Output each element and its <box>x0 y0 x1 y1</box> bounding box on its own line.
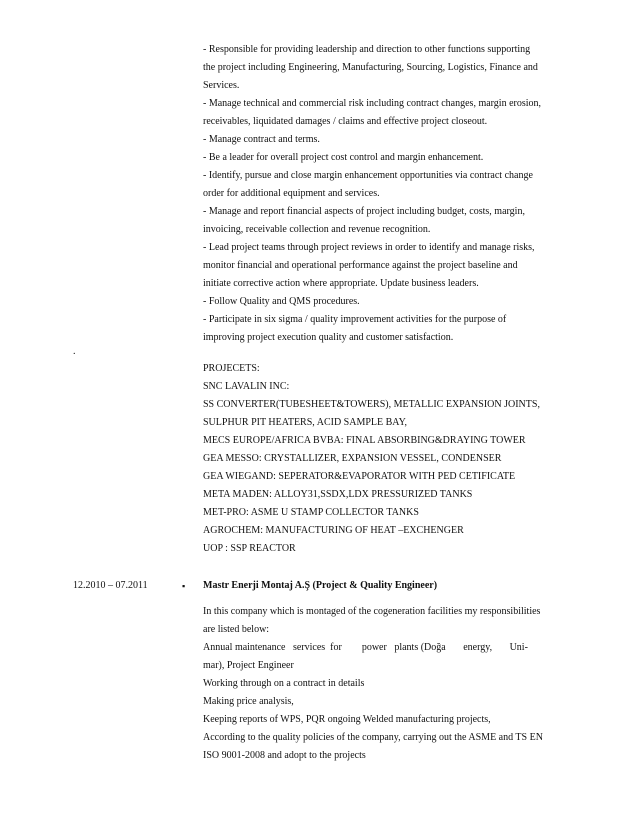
project-line: GEA WIEGAND: SEPERATOR&EVAPORATOR WITH PED CETIFICATE <box>203 471 516 482</box>
job-line: Keeping reports of WPS, PQR ongoing Welded manufacturing projects, <box>203 714 491 725</box>
responsibility-line: - Responsible for providing leadership and direction to other functions supporting <box>203 44 531 55</box>
project-line: META MADEN: ALLOY31,SSDX,LDX PRESSURIZED TANKS <box>203 489 473 500</box>
responsibility-line: - Follow Quality and QMS procedures. <box>203 296 360 307</box>
responsibility-line: invoicing, receivable collection and revenue recognition. <box>203 224 431 235</box>
job-line: Making price analysis, <box>203 696 294 707</box>
responsibility-line: monitor financial and operational performance against the project baseline and <box>203 260 518 271</box>
job-company-title: Mastr Enerji Montaj A.Ş (Project & Quality Engineer) <box>203 580 438 591</box>
project-line: SS CONVERTER(TUBESHEET&TOWERS), METALLIC EXPANSION JOINTS, <box>203 399 540 410</box>
job-line: In this company which is montaged of the cogeneration facilities my responsibilities <box>203 606 541 617</box>
project-line: GEA MESSO: CRYSTALLIZER, EXPANSION VESSEL, CONDENSER <box>203 453 502 464</box>
responsibility-line: - Manage and report financial aspects of project including budget, costs, margin, <box>203 206 525 217</box>
project-line: SNC LAVALIN INC: <box>203 381 290 392</box>
job-line: Annual maintenance services for power plants (Doğa energy, Uni- <box>203 642 528 653</box>
project-line: MECS EUROPE/AFRICA BVBA: FINAL ABSORBING&DRAYING TOWER <box>203 435 526 446</box>
project-line: MET-PRO: ASME U STAMP COLLECTOR TANKS <box>203 507 419 518</box>
responsibility-line: Services. <box>203 80 240 91</box>
project-line: AGROCHEM: MANUFACTURING OF HEAT –EXCHENGER <box>203 525 464 536</box>
responsibility-line: - Be a leader for overall project cost control and margin enhancement. <box>203 152 484 163</box>
responsibility-line: - Manage contract and terms. <box>203 134 320 145</box>
responsibility-line: improving project execution quality and customer satisfaction. <box>203 332 454 343</box>
projects-list <box>203 360 561 558</box>
job-line: ISO 9001-2008 and adopt to the projects <box>203 750 366 761</box>
job-line: Working through on a contract in details <box>203 678 365 689</box>
job-line: mar), Project Engineer <box>203 660 294 671</box>
projects-heading: PROJECETS: <box>203 363 260 374</box>
responsibility-line: initiate corrective action where appropriate. Update business leaders. <box>203 278 479 289</box>
responsibility-line: - Identify, pursue and close margin enhancement opportunities via contract change <box>203 170 533 181</box>
responsibility-line: the project including Engineering, Manufacturing, Sourcing, Logistics, Finance and <box>203 62 538 73</box>
job-description <box>203 603 561 765</box>
responsibility-line: - Manage technical and commercial risk including contract changes, margin erosion, <box>203 98 542 109</box>
job-dates: 12.2010 – 07.2011 <box>73 580 148 591</box>
project-line: SULPHUR PIT HEATERS, ACID SAMPLE BAY, <box>203 417 408 428</box>
job-line: are listed below: <box>203 624 270 635</box>
responsibility-line: receivables, liquidated damages / claims and effective project closeout. <box>203 116 488 127</box>
separator-dot: . <box>73 346 76 357</box>
project-line: UOP : SSP REACTOR <box>203 543 296 554</box>
responsibility-line: order for additional equipment and services. <box>203 188 380 199</box>
bullet-icon: ▪ <box>182 581 186 591</box>
responsibility-line: - Participate in six sigma / quality improvement activities for the purpose of <box>203 314 507 325</box>
responsibilities-list <box>203 41 561 347</box>
responsibility-line: - Lead project teams through project reviews in order to identify and manage risks, <box>203 242 535 253</box>
job-line: According to the quality policies of the company, carrying out the ASME and TS EN <box>203 732 543 743</box>
